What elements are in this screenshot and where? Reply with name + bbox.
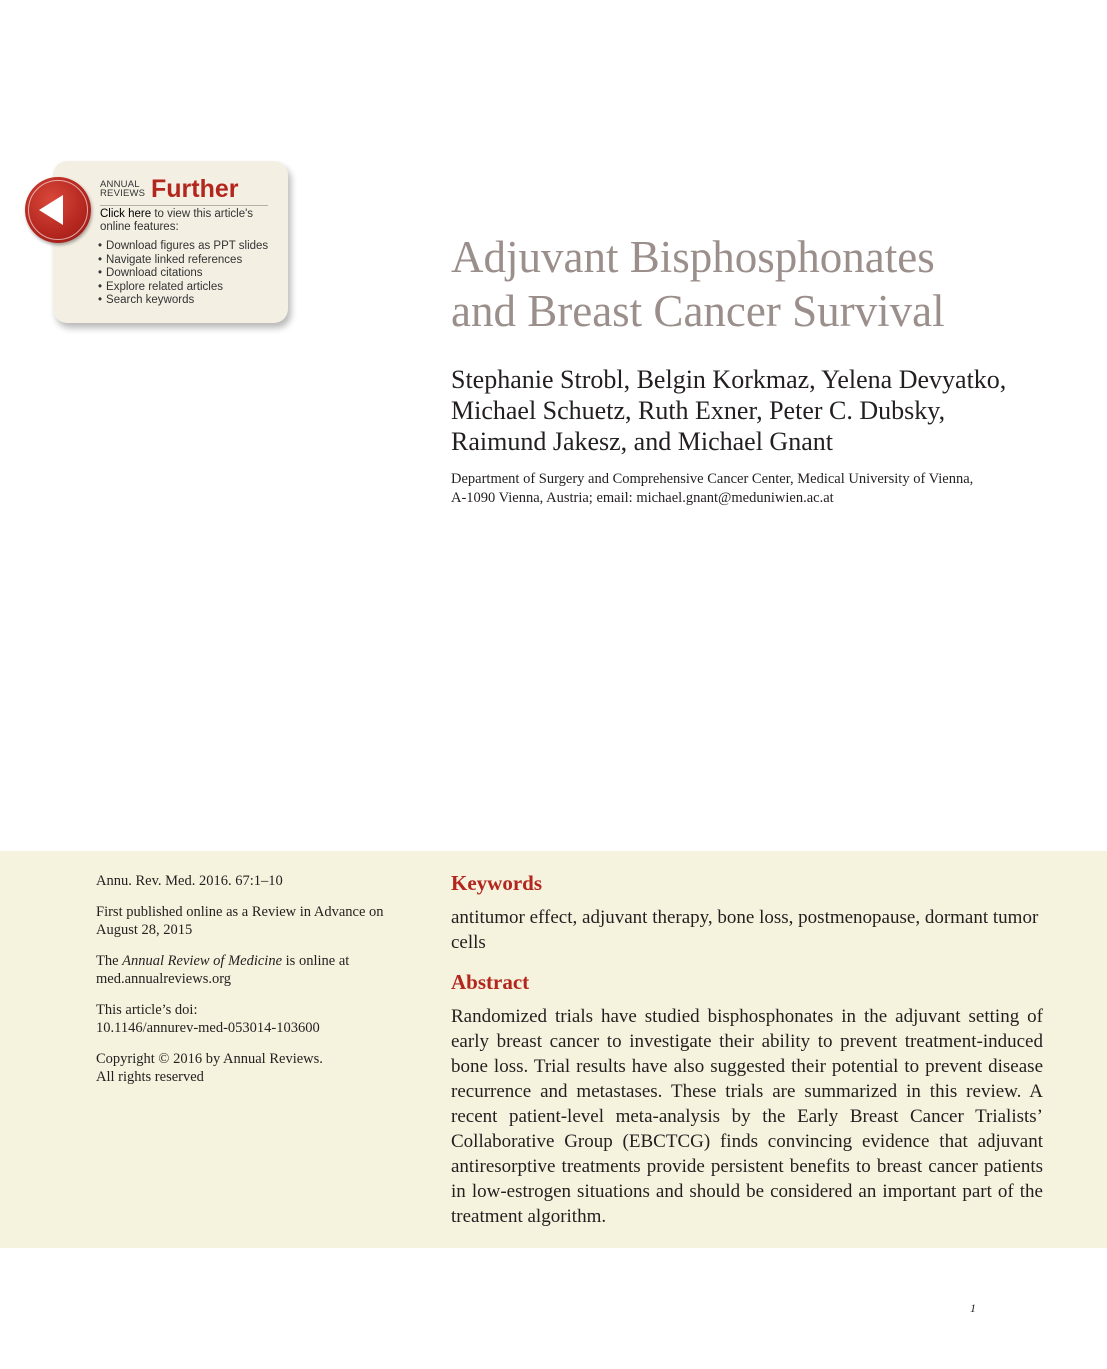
keywords-text: antitumor effect, adjuvant therapy, bone loss, postmenopause, dormant tumor cells — [451, 907, 1039, 953]
feature-item[interactable]: • Search keywords — [98, 294, 268, 308]
doi-info — [96, 1001, 416, 1038]
further-feature-list — [98, 240, 268, 308]
authors-line-2: Michael Schuetz, Ruth Exner, Peter C. Dubsky, — [451, 396, 946, 425]
citation: Annu. Rev. Med. 2016. 67:1–10 — [96, 873, 283, 889]
doi-label: This article’s doi: — [96, 1001, 198, 1018]
further-title: Further — [151, 175, 239, 203]
feature-item[interactable]: • Navigate linked references — [98, 254, 268, 268]
copyright-info — [96, 1050, 416, 1087]
article-metadata — [96, 872, 416, 1099]
title-line-1: Adjuvant Bisphosphonates — [451, 232, 935, 282]
annual-reviews-logo — [100, 180, 145, 198]
further-intro — [100, 208, 280, 234]
online-suffix: is online at med.annualreviews.org — [96, 952, 350, 987]
feature-item[interactable]: • Download figures as PPT slides — [98, 240, 268, 254]
further-divider — [100, 205, 268, 206]
back-arrow-icon — [25, 177, 91, 243]
keywords-heading: Keywords — [451, 871, 542, 895]
brand-line-2: REVIEWS — [100, 188, 146, 199]
click-here-link[interactable]: Click here — [100, 208, 152, 220]
further-intro-text: to view this article's online features: — [100, 208, 254, 233]
affiliation-line-1: Department of Surgery and Comprehensive Cancer Center, Medical University of Vienna, — [451, 471, 974, 487]
feature-item[interactable]: • Explore related articles — [98, 281, 268, 295]
abstract-heading: Abstract — [451, 970, 530, 994]
authors-line-1: Stephanie Strobl, Belgin Korkmaz, Yelena Devyatko, — [451, 365, 1007, 394]
authors-line-3: Raimund Jakesz, and Michael Gnant — [451, 427, 833, 456]
feature-item[interactable]: • Download citations — [98, 267, 268, 281]
affiliation-line-2: A-1090 Vienna, Austria; email: michael.gnant@meduniwien.ac.at — [451, 490, 834, 506]
journal-name: Annual Review of Medicine — [122, 952, 283, 969]
abstract-text: Randomized trials have studied bisphosphonates in the adjuvant setting of early breast cancer to investigate their ability to prevent treatment-induced bone loss. Trial results have also suggested their potential to prevent disease recurrence and metastases. These trials are summarized in this review. A recent patient-level meta-analysis by the Early Breast Cancer Trialists’ Collaborative Group (EBCTCG) finds convincing evidence that adjuvant antiresorptive treatments provide persistent benefits to breast cancer patients in low-estrogen situations and should be considered an important part of the treatment algorithm. — [451, 1006, 1043, 1227]
further-button[interactable] — [25, 177, 91, 243]
online-prefix: The — [96, 952, 123, 969]
doi-value[interactable]: 10.1146/annurev-med-053014-103600 — [96, 1020, 320, 1036]
affiliation — [451, 470, 1071, 508]
page-number: 1 — [970, 1301, 976, 1315]
title-line-2: and Breast Cancer Survival — [451, 286, 945, 336]
copyright: Copyright © 2016 by Annual Reviews. — [96, 1050, 323, 1067]
online-info — [96, 952, 416, 989]
rights: All rights reserved — [96, 1069, 204, 1085]
article-title — [451, 230, 1091, 338]
authors — [451, 364, 1071, 457]
brand-line-1: ANNUAL — [100, 179, 140, 190]
published-date: First published online as a Review in Advance on August 28, 2015 — [96, 903, 384, 938]
